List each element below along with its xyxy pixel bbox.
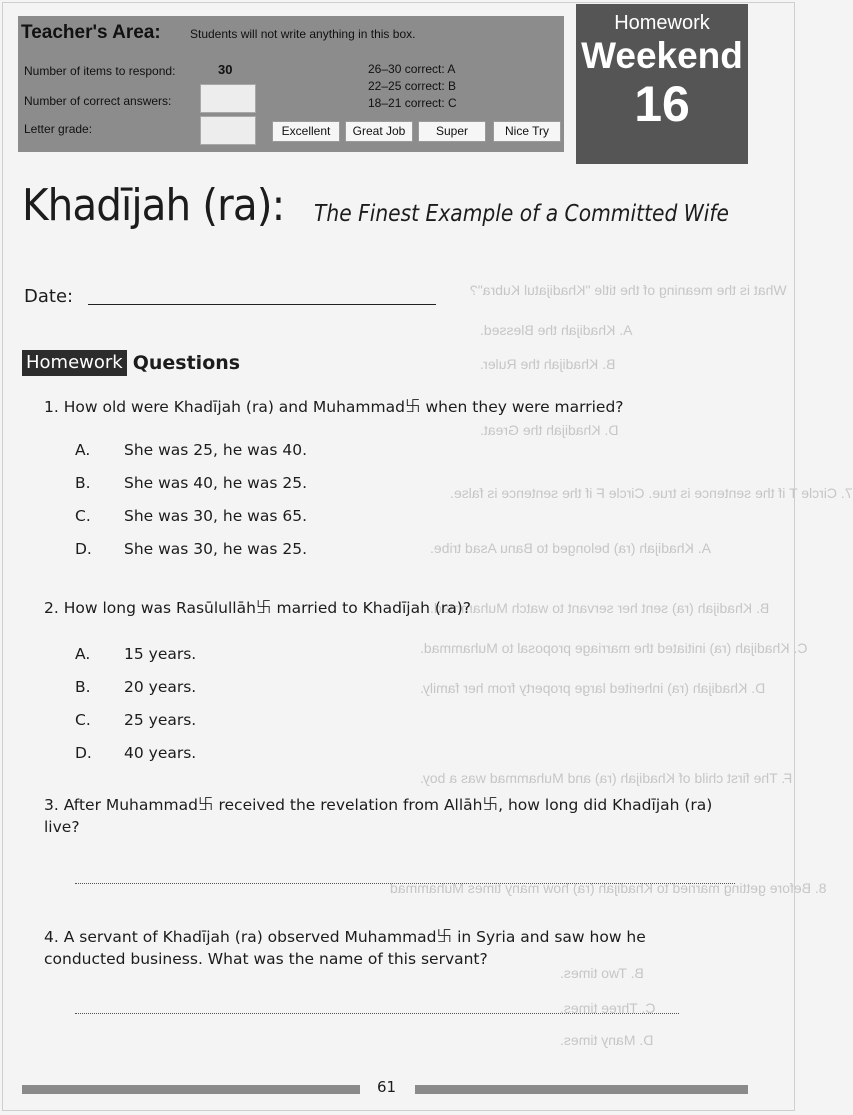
question-4: 4. A servant of Khadījah (ra) observed Muhammad࿕ in Syria and saw how he conducted business. What was the name of this servant? <box>44 928 646 968</box>
question-2: 2. How long was Rasūlullāh࿕ married to Khadījah (ra)? <box>44 599 472 617</box>
q4-answer-field[interactable] <box>75 1013 679 1014</box>
letter-grade-field[interactable] <box>200 116 256 145</box>
grade-scale-c: 18–21 correct: C <box>368 96 457 110</box>
correct-answers-label: Number of correct answers: <box>24 94 172 108</box>
great-job-button[interactable]: Great Job <box>345 121 413 142</box>
questions-label: Questions <box>132 352 241 374</box>
option-text: 40 years. <box>124 744 197 762</box>
option-letter: C. <box>75 507 91 525</box>
correct-answers-field[interactable] <box>200 84 256 113</box>
badge-weekend-label: Weekend <box>581 35 743 76</box>
option-text: She was 30, he was 25. <box>124 540 307 558</box>
nice-try-button[interactable]: Nice Try <box>493 121 561 142</box>
teacher-area-note: Students will not write anything in this box. <box>190 27 416 41</box>
option-letter: D. <box>75 540 92 558</box>
option-letter: D. <box>75 744 92 762</box>
option-text: She was 25, he was 40. <box>124 441 307 459</box>
option-text: 25 years. <box>124 711 197 729</box>
footer-bar-left <box>22 1085 360 1094</box>
teacher-area-box <box>18 16 564 152</box>
date-field[interactable] <box>88 304 436 305</box>
date-label: Date: <box>24 286 74 307</box>
page-number: 61 <box>377 1078 397 1096</box>
items-value: 30 <box>218 62 233 77</box>
option-text: She was 30, he was 65. <box>124 507 307 525</box>
homework-weekend-badge <box>576 4 748 164</box>
letter-grade-label: Letter grade: <box>24 122 93 136</box>
option-letter: A. <box>75 645 91 663</box>
homework-tag: Homework <box>22 350 127 376</box>
section-heading <box>22 350 240 376</box>
badge-homework-label: Homework <box>614 12 710 34</box>
question-1: 1. How old were Khadījah (ra) and Muhammad࿕ when they were married? <box>44 398 624 416</box>
teacher-area-title: Teacher's Area: <box>21 22 161 43</box>
option-letter: B. <box>75 678 91 696</box>
option-letter: A. <box>75 441 91 459</box>
option-letter: C. <box>75 711 91 729</box>
footer-bar-right <box>415 1085 748 1094</box>
grade-scale-b: 22–25 correct: B <box>368 79 457 93</box>
super-button[interactable]: Super <box>418 121 486 142</box>
grade-scale-a: 26–30 correct: A <box>368 62 456 76</box>
badge-weekend-number: 16 <box>634 76 690 132</box>
option-text: She was 40, he was 25. <box>124 474 307 492</box>
option-letter: B. <box>75 474 91 492</box>
items-label: Number of items to respond: <box>24 64 176 78</box>
excellent-button[interactable]: Excellent <box>272 121 340 142</box>
question-3: 3. After Muhammad࿕ received the revelation from Allāh࿕, how long did Khadījah (ra) live? <box>44 796 713 836</box>
option-text: 20 years. <box>124 678 197 696</box>
page-title: Khadījah (ra): <box>22 180 285 231</box>
q3-answer-field[interactable] <box>75 883 735 884</box>
page-subtitle: The Finest Example of a Committed Wife <box>314 201 729 227</box>
option-text: 15 years. <box>124 645 197 663</box>
